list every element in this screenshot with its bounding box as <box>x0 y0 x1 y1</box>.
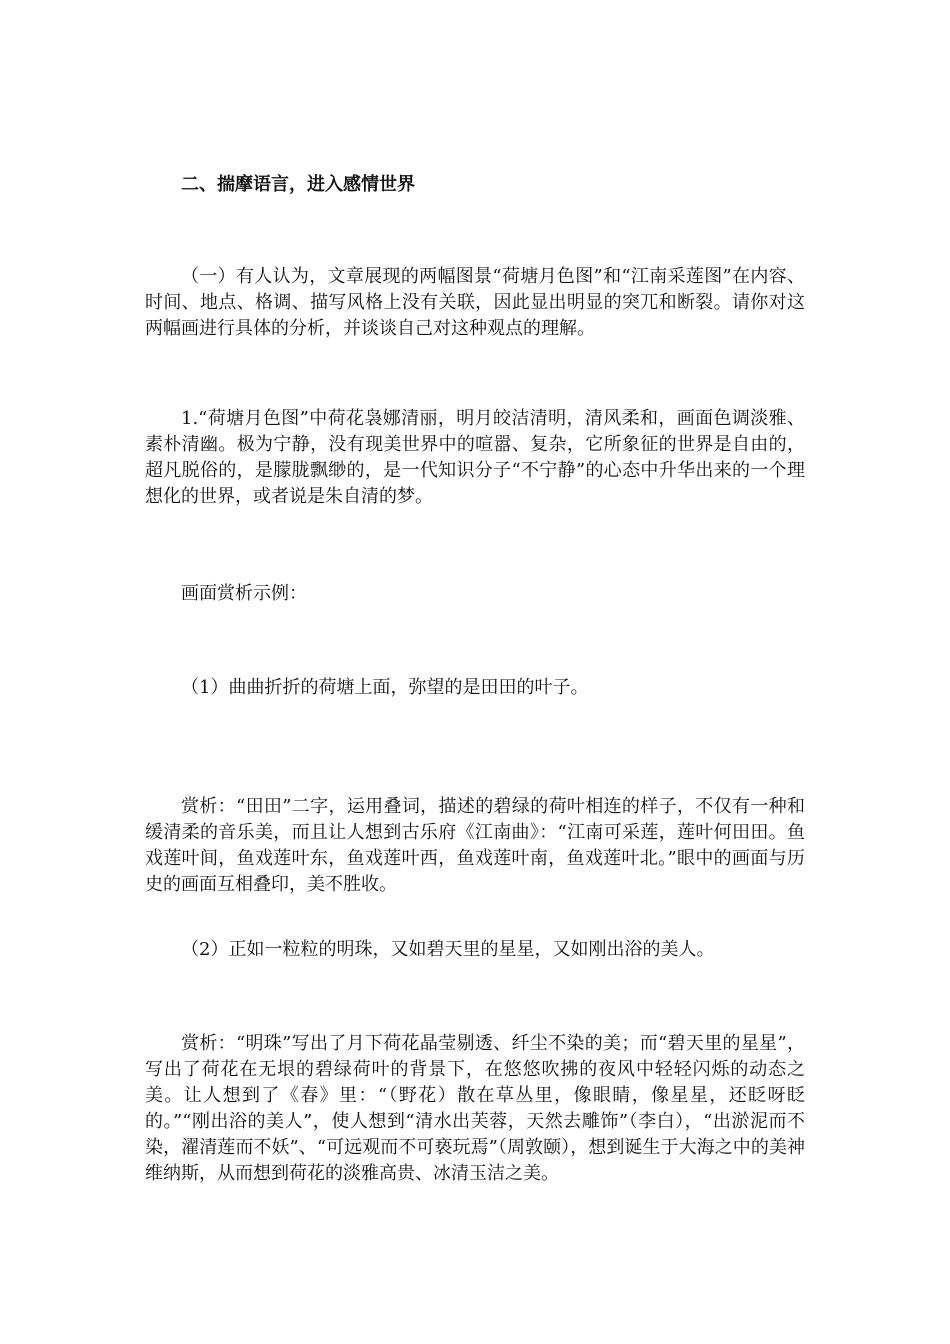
commentary-1: 赏析：“田田”二字，运用叠词，描述的碧绿的荷叶相连的样子，不仅有一种和缓清柔的音乐美，而且让人想到古乐府《江南曲》：“江南可采莲，莲叶何田田。鱼戏莲叶间，鱼戏莲叶东，鱼戏莲叶西，鱼戏莲叶南，鱼戏莲叶北。”眼中的画面与历史的画面互相叠印，美不胜收。 <box>145 796 805 895</box>
example-sentence-2: （2）正如一粒粒的明珠，又如碧天里的星星，又如刚出浴的美人。 <box>181 939 715 960</box>
example-heading: 画面赏析示例： <box>181 583 307 604</box>
commentary-2: 赏析：“明珠”写出了月下荷花晶莹剔透、纤尘不染的美；而“碧天里的星星”，写出了荷花在无垠的碧绿荷叶的背景下，在悠悠吹拂的夜风中轻轻闪烁的动态之美。让人想到了《春》里：“（野花）散在草丛里，像眼睛，像星星，还眨呀眨的。”“刚出浴的美人”，使人想到“清水出芙蓉，天然去雕饰”（李白），“出淤泥而不染，濯清莲而不妖”、“可远观而不可亵玩焉”（周敦颐），想到诞生于大海之中的美神维纳斯，从而想到荷花的淡雅高贵、冰清玉洁之美。 <box>145 1033 805 1184</box>
answer-paragraph: 1.“荷塘月色图”中荷花袅娜清丽，明月皎洁清明，清风柔和，画面色调淡雅、素朴清幽。极为宁静，没有现美世界中的喧嚣、复杂，它所象征的世界是自由的，超凡脱俗的，是朦胧飘缈的，是一代知识分子“不宁静”的心态中升华出来的一个理想化的世界，或者说是朱自清的梦。 <box>145 408 805 507</box>
question-paragraph: （一）有人认为，文章展现的两幅图景“荷塘月色图”和“江南采莲图”在内容、时间、地点、格调、描写风格上没有关联，因此显出明显的突兀和断裂。请你对这两幅画进行具体的分析，并谈谈自己对这种观点的理解。 <box>145 266 805 339</box>
example-sentence-1: （1）曲曲折折的荷塘上面，弥望的是田田的叶子。 <box>181 677 589 698</box>
section-heading: 二、揣摩语言，进入感情世界 <box>181 174 415 195</box>
